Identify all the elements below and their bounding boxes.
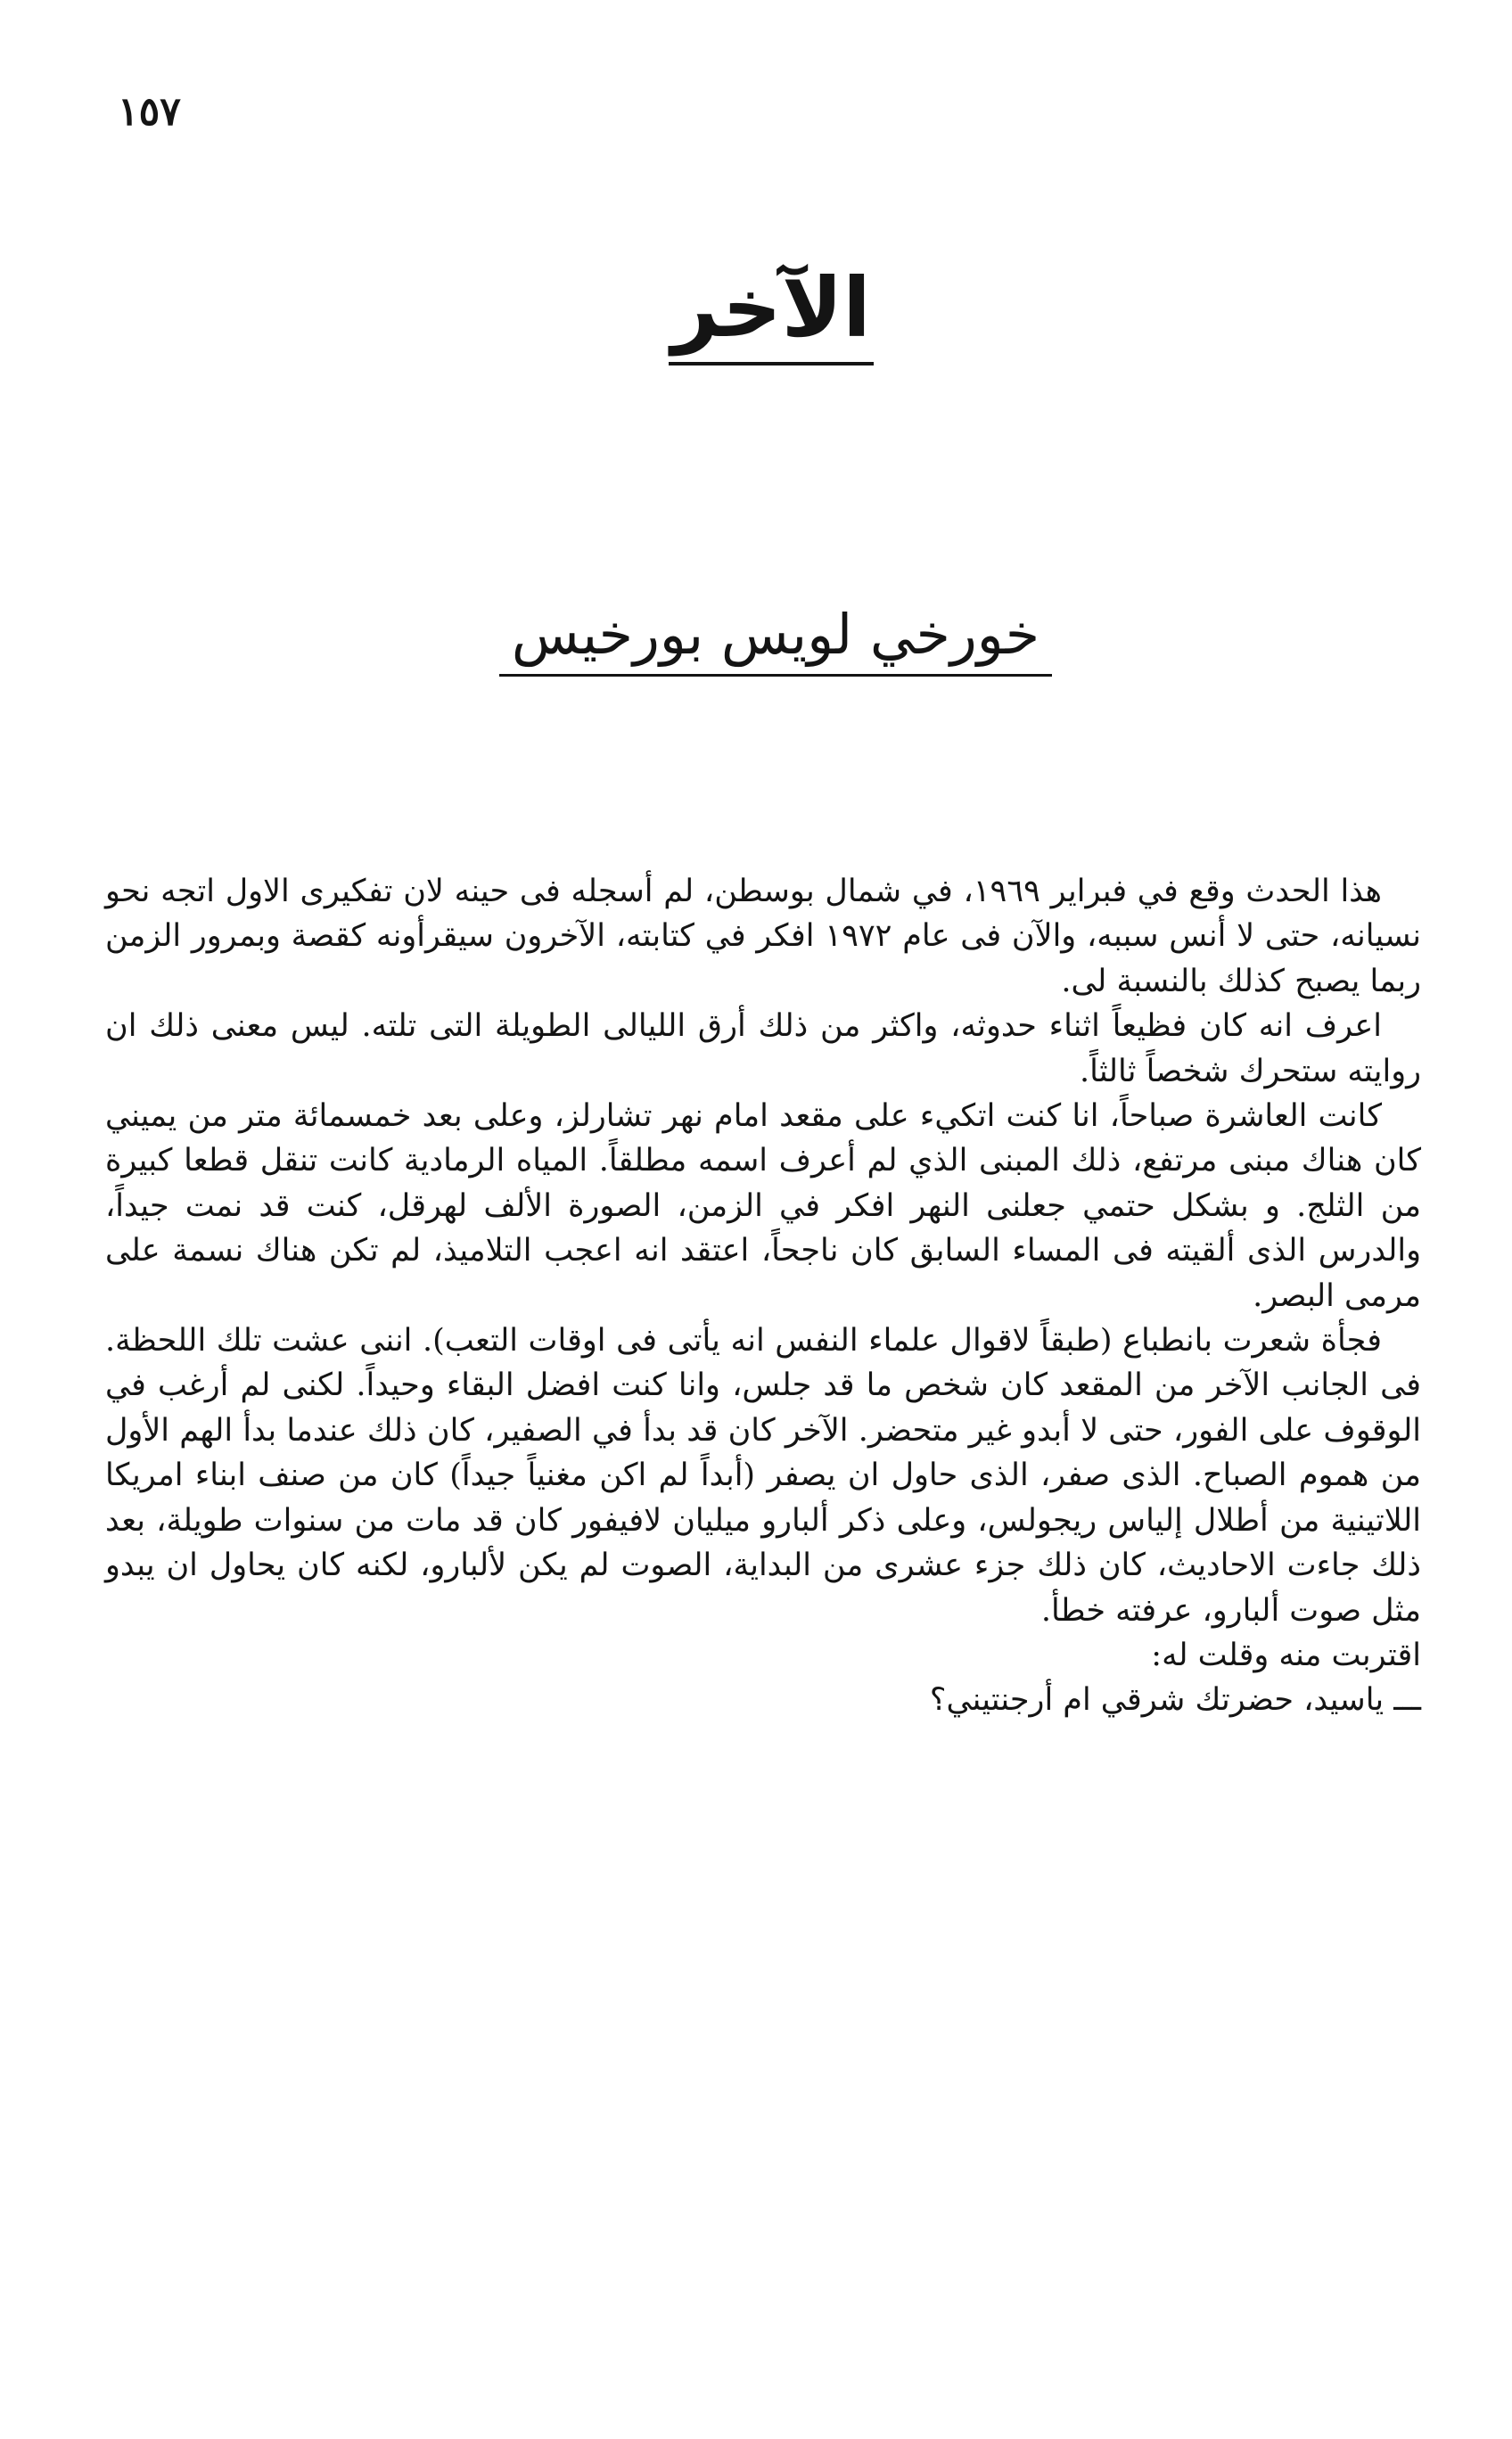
page-number: ١٥٧ xyxy=(118,89,181,135)
author-block xyxy=(499,604,1052,677)
paragraph-2: اعرف انه كان فظيعاً اثناء حدوثه، واكثر من ذلك أرق الليالى الطويلة التى تلته. ليس معنى ذلك ان روايته ستحرك شخصاً ثالثاً. xyxy=(105,1008,1421,1089)
paragraph-1: هذا الحدث وقع في فبراير ١٩٦٩، في شمال بوسطن، لم أسجله فى حينه لان تفكيرى الاول اتجه نحو نسيانه، حتى لا أنس سببه، والآن فى عام ١٩٧٢ افكر في كتابته، الآخرون سيقرأونه كقصة وبمرور الزمن ربما يصبح كذلك بالنسبة لى. xyxy=(105,874,1421,999)
dialogue-lead-in: اقتربت منه وقلت له: xyxy=(1151,1637,1421,1673)
story-body xyxy=(105,869,1421,1723)
story-title: الآخر xyxy=(669,267,874,365)
paragraph-4: فجأة شعرت بانطباع (طبقاً لاقوال علماء النفس انه يأتى فى اوقات التعب). اننى عشت تلك اللحظة. فى الجانب الآخر من المقعد كان شخص ما قد جلس، وانا كنت افضل البقاء وحيداً. لكنى لم أرغب في الوقوف على الفور، حتى لا أبدو غير متحضر. الآخر كان قد بدأ في الصفير، كان ذلك عندما بدأ الهم الأول من هموم الصباح. الذى صفر، الذى حاول ان يصفر (أبداً لم اكن مغنياً جيداً) كان من صنف ابناء امريكا اللاتينية من أطلال إلياس ريجولس، وعلى ذكر ألبارو ميليان لافيفور كان قد مات من سنوات طويلة، بعد ذلك جاءت الاحاديث، كان ذلك جزء عشرى من البداية، الصوت لم يكن لألبارو، لكنه كان يحاول ان يبدو مثل صوت ألبارو، عرفته خطأ. xyxy=(105,1323,1422,1629)
paragraph-3: كانت العاشرة صباحاً، انا كنت اتكيء على مقعد امام نهر تشارلز، وعلى بعد خمسمائة متر من يميني كان هناك مبنى مرتفع، ذلك المبنى الذي لم أعرف اسمه مطلقاً. المياه الرمادية كانت تنقل قطعا كبيرة من الثلج. و بشكل حتمي جعلنى النهر افكر في الزمن، الصورة الألف لهرقل، كنت قد نمت جيداً، والدرس الذى ألقيته فى المساء السابق كان ناجحاً، اعتقد انه اعجب التلاميذ، لم تكن هناك نسمة على مرمى البصر. xyxy=(105,1098,1421,1314)
dialogue-line: ـــ ياسيد، حضرتك شرقي ام أرجنتيني؟ xyxy=(929,1682,1421,1719)
story-title-block xyxy=(669,260,874,365)
author-name: خورخي لويس بورخيس xyxy=(499,604,1052,677)
